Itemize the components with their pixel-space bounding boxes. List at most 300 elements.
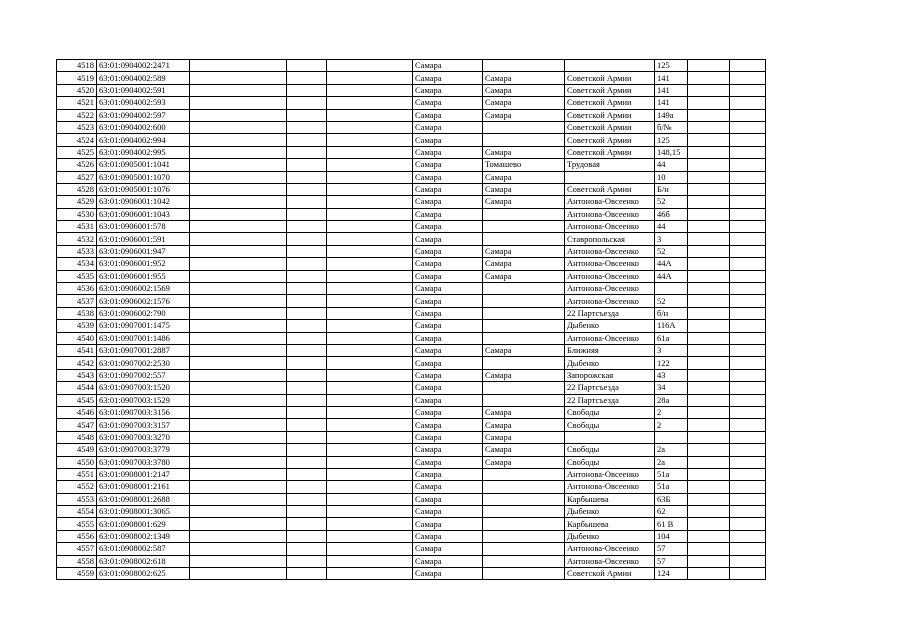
table-cell (190, 159, 287, 171)
table-cell (730, 258, 766, 270)
table-cell: 141 (655, 84, 688, 96)
table-cell: 63:01:0904002:597 (97, 109, 190, 121)
table-cell (287, 159, 327, 171)
table-row (57, 171, 766, 183)
table-cell (190, 456, 287, 468)
table-cell (327, 295, 413, 307)
table-cell (327, 258, 413, 270)
table-cell (287, 72, 327, 84)
table-cell (287, 283, 327, 295)
table-cell (688, 121, 730, 133)
table-cell: Советской Армии (565, 109, 655, 121)
table-cell (730, 208, 766, 220)
table-cell (730, 493, 766, 505)
table-cell (287, 196, 327, 208)
table-row (57, 60, 766, 72)
table-cell (327, 221, 413, 233)
table-cell: Трудовая (565, 159, 655, 171)
table-cell (327, 84, 413, 96)
table-cell: 61а (655, 332, 688, 344)
table-cell: б/№ (655, 121, 688, 133)
table-cell (565, 60, 655, 72)
table-row (57, 493, 766, 505)
table-cell (730, 530, 766, 542)
table-cell (190, 245, 287, 257)
table-cell (688, 518, 730, 530)
table-cell (327, 406, 413, 418)
table-row (57, 530, 766, 542)
table-cell: Самара (483, 270, 565, 282)
table-cell (730, 394, 766, 406)
table-cell (483, 295, 565, 307)
table-cell (688, 344, 730, 356)
table-cell (287, 344, 327, 356)
table-cell (190, 382, 287, 394)
table-cell: Самара (483, 171, 565, 183)
table-cell (287, 97, 327, 109)
table-cell: 4549 (57, 444, 97, 456)
table-cell (327, 208, 413, 220)
table-cell (287, 109, 327, 121)
table-cell: 63:01:0907001:1475 (97, 320, 190, 332)
table-cell: 43 (655, 369, 688, 381)
table-cell (327, 283, 413, 295)
table-cell: 44А (655, 258, 688, 270)
table-cell: 63:01:0907003:3779 (97, 444, 190, 456)
table-cell: Самара (413, 84, 483, 96)
table-cell: Самара (483, 97, 565, 109)
table-cell (327, 97, 413, 109)
table-cell (730, 406, 766, 418)
table-cell: 4538 (57, 307, 97, 319)
table-cell (287, 456, 327, 468)
table-cell: 4544 (57, 382, 97, 394)
table-cell: Антонова-Овсеенко (565, 468, 655, 480)
table-cell (730, 109, 766, 121)
table-row (57, 518, 766, 530)
table-cell: Самара (413, 431, 483, 443)
table-row (57, 543, 766, 555)
table-cell: Самара (413, 146, 483, 158)
table-cell (730, 60, 766, 72)
table-cell (327, 431, 413, 443)
table-cell: 4537 (57, 295, 97, 307)
table-cell (327, 444, 413, 456)
table-cell: 2 (655, 406, 688, 418)
table-cell: Самара (413, 258, 483, 270)
table-cell (190, 171, 287, 183)
table-cell: 4518 (57, 60, 97, 72)
table-cell (327, 196, 413, 208)
table-row (57, 506, 766, 518)
table-cell (730, 171, 766, 183)
table-cell: Самара (413, 357, 483, 369)
table-cell: 51а (655, 468, 688, 480)
table-cell (327, 568, 413, 580)
spreadsheet-table (56, 59, 766, 580)
table-cell (287, 295, 327, 307)
table-cell: Советской Армии (565, 183, 655, 195)
table-cell (287, 332, 327, 344)
table-cell (483, 134, 565, 146)
table-cell (483, 518, 565, 530)
table-cell: 63:01:0906002:790 (97, 307, 190, 319)
table-cell (190, 134, 287, 146)
table-cell (190, 493, 287, 505)
table-cell: 63:01:0906002:1569 (97, 283, 190, 295)
table-cell: Самара (413, 481, 483, 493)
table-cell: Самара (413, 208, 483, 220)
table-cell: Самара (413, 344, 483, 356)
table-cell: 63:01:0905001:1041 (97, 159, 190, 171)
table-cell (688, 456, 730, 468)
table-cell: Самара (413, 468, 483, 480)
table-cell (730, 159, 766, 171)
table-cell (287, 307, 327, 319)
table-cell (190, 221, 287, 233)
table-row (57, 344, 766, 356)
table-cell (688, 233, 730, 245)
table-cell: Ставропольская (565, 233, 655, 245)
table-cell (287, 208, 327, 220)
table-cell (287, 555, 327, 567)
table-cell (190, 270, 287, 282)
table-cell: 62 (655, 506, 688, 518)
table-cell (730, 543, 766, 555)
table-row (57, 208, 766, 220)
table-cell (688, 171, 730, 183)
table-cell (190, 283, 287, 295)
table-cell (327, 344, 413, 356)
table-cell: 3 (655, 233, 688, 245)
table-cell (287, 394, 327, 406)
table-cell (483, 382, 565, 394)
table-cell: 4520 (57, 84, 97, 96)
table-cell: 61 В (655, 518, 688, 530)
table-cell: 22 Партсъезда (565, 382, 655, 394)
table-cell (730, 270, 766, 282)
table-cell (190, 530, 287, 542)
table-row (57, 431, 766, 443)
table-cell (287, 320, 327, 332)
table-cell (287, 171, 327, 183)
table-cell: 63:01:0907003:3156 (97, 406, 190, 418)
table-cell: 63:01:0908001:629 (97, 518, 190, 530)
table-cell (287, 270, 327, 282)
table-cell: 63:01:0904002:994 (97, 134, 190, 146)
table-cell (327, 146, 413, 158)
table-cell (688, 444, 730, 456)
table-cell (688, 196, 730, 208)
table-cell (730, 146, 766, 158)
table-cell: Самара (483, 146, 565, 158)
table-cell: Антонова-Овсеенко (565, 543, 655, 555)
table-cell: Карбышева (565, 518, 655, 530)
table-cell (688, 270, 730, 282)
table-cell: 4545 (57, 394, 97, 406)
table-row (57, 369, 766, 381)
table-cell: Самара (413, 171, 483, 183)
table-cell: Самара (413, 493, 483, 505)
table-cell (688, 134, 730, 146)
table-cell: 4547 (57, 419, 97, 431)
table-cell (688, 406, 730, 418)
table-cell: Томашево (483, 159, 565, 171)
table-cell: 52 (655, 295, 688, 307)
table-cell (688, 72, 730, 84)
table-cell (287, 357, 327, 369)
table-row (57, 146, 766, 158)
table-cell (190, 518, 287, 530)
table-cell: Антонова-Овсеенко (565, 208, 655, 220)
table-cell (327, 506, 413, 518)
table-row (57, 245, 766, 257)
table-cell: 2а (655, 456, 688, 468)
table-cell: 63:01:0904002:600 (97, 121, 190, 133)
table-cell: Самара (413, 121, 483, 133)
table-cell (327, 456, 413, 468)
table-cell: 63:01:0908001:2147 (97, 468, 190, 480)
table-cell: Антонова-Овсеенко (565, 481, 655, 493)
table-cell (483, 208, 565, 220)
table-cell: 63:01:0908001:2688 (97, 493, 190, 505)
table-cell (688, 493, 730, 505)
table-cell (688, 146, 730, 158)
table-cell: Антонова-Овсеенко (565, 258, 655, 270)
table-cell (327, 419, 413, 431)
table-cell (730, 456, 766, 468)
table-row (57, 109, 766, 121)
table-cell (730, 431, 766, 443)
table-cell: 4552 (57, 481, 97, 493)
table-cell (688, 369, 730, 381)
table-cell (327, 245, 413, 257)
table-cell (287, 419, 327, 431)
table-cell: 4542 (57, 357, 97, 369)
table-cell (287, 481, 327, 493)
table-cell (730, 84, 766, 96)
table-cell (730, 382, 766, 394)
table-cell (730, 444, 766, 456)
table-cell: 124 (655, 568, 688, 580)
table-cell: Свободы (565, 444, 655, 456)
table-cell (688, 530, 730, 542)
table-cell: 4556 (57, 530, 97, 542)
table-cell: 63:01:0907003:3780 (97, 456, 190, 468)
table-row (57, 270, 766, 282)
table-cell: 4553 (57, 493, 97, 505)
table-row (57, 121, 766, 133)
table-cell: Самара (413, 283, 483, 295)
table-cell (688, 60, 730, 72)
table-cell: 63:01:0907002:557 (97, 369, 190, 381)
table-cell: 52 (655, 196, 688, 208)
table-cell (190, 468, 287, 480)
table-cell: Антонова-Овсеенко (565, 270, 655, 282)
table-cell: 4543 (57, 369, 97, 381)
table-cell (190, 84, 287, 96)
table-cell (565, 431, 655, 443)
table-cell (190, 481, 287, 493)
table-cell (483, 233, 565, 245)
table-cell: Самара (483, 431, 565, 443)
table-cell (688, 159, 730, 171)
table-cell (190, 307, 287, 319)
table-cell: Самара (483, 258, 565, 270)
table-cell: 4525 (57, 146, 97, 158)
table-row (57, 84, 766, 96)
table-cell: 63:01:0908002:618 (97, 555, 190, 567)
table-row (57, 307, 766, 319)
table-cell: Дыбенко (565, 320, 655, 332)
table-row (57, 555, 766, 567)
table-cell: 4527 (57, 171, 97, 183)
table-cell: 4528 (57, 183, 97, 195)
table-cell: 3 (655, 344, 688, 356)
table-cell: Самара (483, 369, 565, 381)
table-cell (730, 344, 766, 356)
table-cell: 4531 (57, 221, 97, 233)
table-cell: 63:01:0904002:589 (97, 72, 190, 84)
table-cell: Самара (413, 196, 483, 208)
table-cell: Дыбенко (565, 357, 655, 369)
table-cell (190, 357, 287, 369)
table-cell (287, 221, 327, 233)
table-row (57, 456, 766, 468)
table-body (57, 60, 766, 580)
table-cell (287, 493, 327, 505)
table-cell: Самара (413, 307, 483, 319)
table-cell: Советской Армии (565, 121, 655, 133)
table-cell: 63:01:0908001:3065 (97, 506, 190, 518)
table-cell: Карбышева (565, 493, 655, 505)
table-cell (730, 357, 766, 369)
table-cell: Самара (483, 456, 565, 468)
table-cell: 52 (655, 245, 688, 257)
table-row (57, 320, 766, 332)
table-cell (287, 134, 327, 146)
table-cell: 4532 (57, 233, 97, 245)
table-cell: Самара (413, 332, 483, 344)
table-cell (287, 369, 327, 381)
table-cell (688, 543, 730, 555)
table-cell: 141 (655, 97, 688, 109)
table-cell: Самара (413, 134, 483, 146)
table-cell (483, 493, 565, 505)
table-cell: Самара (483, 183, 565, 195)
table-row (57, 283, 766, 295)
table-cell (287, 258, 327, 270)
table-cell: 57 (655, 543, 688, 555)
table-cell: 63:01:0906001:947 (97, 245, 190, 257)
table-cell: 148,15 (655, 146, 688, 158)
table-row (57, 332, 766, 344)
table-cell (688, 295, 730, 307)
table-row (57, 72, 766, 84)
table-cell (190, 320, 287, 332)
table-cell: 63:01:0907003:3270 (97, 431, 190, 443)
table-cell (730, 481, 766, 493)
table-cell: Дыбенко (565, 506, 655, 518)
table-cell: Самара (413, 518, 483, 530)
table-cell (483, 481, 565, 493)
table-row (57, 183, 766, 195)
table-cell (287, 245, 327, 257)
table-cell: Самара (413, 406, 483, 418)
table-cell (730, 518, 766, 530)
table-cell: Антонова-Овсеенко (565, 283, 655, 295)
table-cell: 4523 (57, 121, 97, 133)
table-cell: Самара (413, 97, 483, 109)
table-cell: Самара (413, 555, 483, 567)
table-cell (730, 568, 766, 580)
table-cell (688, 221, 730, 233)
table-cell: 4550 (57, 456, 97, 468)
table-cell (730, 245, 766, 257)
table-cell: 2а (655, 444, 688, 456)
table-cell (483, 506, 565, 518)
table-cell: 4522 (57, 109, 97, 121)
table-cell (190, 258, 287, 270)
table-cell: 4540 (57, 332, 97, 344)
table-cell (287, 183, 327, 195)
table-cell (327, 332, 413, 344)
table-cell: б/н (655, 307, 688, 319)
table-cell: 4555 (57, 518, 97, 530)
table-cell: Самара (483, 84, 565, 96)
table-cell (327, 481, 413, 493)
table-cell (483, 283, 565, 295)
table-cell (327, 159, 413, 171)
table-cell (730, 555, 766, 567)
table-cell (287, 146, 327, 158)
table-cell (327, 493, 413, 505)
table-cell: Самара (483, 444, 565, 456)
table-cell (483, 568, 565, 580)
table-cell: Самара (413, 221, 483, 233)
table-cell (688, 258, 730, 270)
table-cell (688, 84, 730, 96)
table-cell: Самара (483, 196, 565, 208)
table-cell: 4559 (57, 568, 97, 580)
table-cell: 63:01:0905001:1070 (97, 171, 190, 183)
table-row (57, 468, 766, 480)
table-cell: Самара (413, 419, 483, 431)
table-cell (688, 97, 730, 109)
table-cell: Самара (413, 233, 483, 245)
table-cell: 149а (655, 109, 688, 121)
table-cell: Самара (413, 568, 483, 580)
table-row (57, 406, 766, 418)
table-cell: Самара (483, 406, 565, 418)
table-cell: 125 (655, 60, 688, 72)
table-cell (688, 283, 730, 295)
table-cell: 63:01:0904002:995 (97, 146, 190, 158)
table-cell: Самара (413, 369, 483, 381)
table-row (57, 159, 766, 171)
table-cell (483, 221, 565, 233)
table-cell (730, 233, 766, 245)
table-cell: 141 (655, 72, 688, 84)
table-cell (483, 468, 565, 480)
table-cell: Б/н (655, 183, 688, 195)
table-cell: 4534 (57, 258, 97, 270)
table-cell: Самара (413, 444, 483, 456)
table-cell: 63:01:0907001:2887 (97, 344, 190, 356)
table-cell: 4533 (57, 245, 97, 257)
table-cell: 63:01:0906001:952 (97, 258, 190, 270)
table-cell (190, 506, 287, 518)
